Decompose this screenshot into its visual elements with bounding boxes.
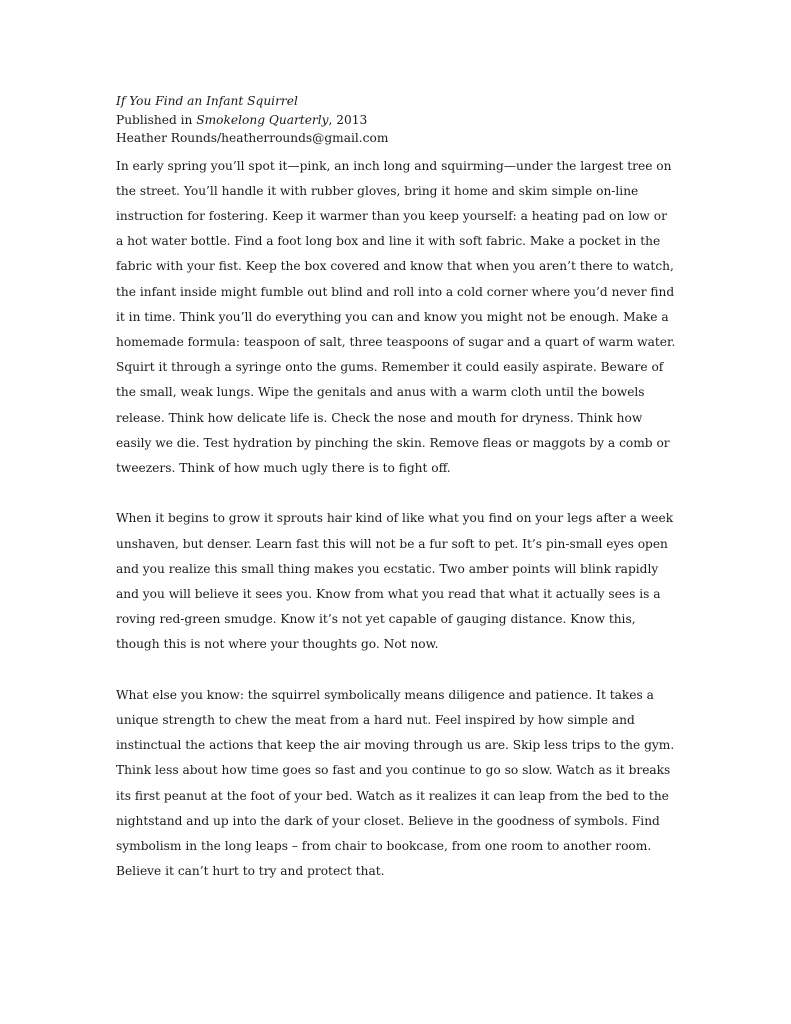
- author-contact: Heather Rounds/heatherrounds@gmail.com: [116, 131, 389, 145]
- story-title: If You Find an Infant Squirrel: [116, 94, 298, 108]
- paragraph-3: What else you know: the squirrel symbolically means diligence and patience. It takes a unique strength to chew the meat from a hard nut. Feel inspired by how simple and instinctual the actions that keep the air moving through us are. Skip less trips to the gym. Think less about how time goes so fast and you continue to go so slow. Watch as it breaks its first peanut at the foot of your bed. Watch as it realizes it can leap from the bed to the nightstand and up into the dark of your closet. Believe in the goodness of symbols. Find symbolism in the long leaps – from chair to bookcase, from one room to another room. Believe it can’t hurt to try and protect that.: [116, 687, 675, 879]
- published-suffix: , 2013: [328, 112, 368, 127]
- publication-name: Smokelong Quarterly: [196, 112, 329, 127]
- publication-line: [116, 111, 676, 130]
- paragraph-2: When it begins to grow it sprouts hair kind of like what you find on your legs after a week unshaven, but denser. Learn fast this will not be a fur soft to pet. It’s pin-small eyes open and you realize this small thing makes you ecstatic. Two amber points will blink rapidly and you will believe it sees you. Know from what you read that what it actually sees is a roving red-green smudge. Know it’s not yet capable of gauging distance. Know this, though this is not where your thoughts go. Not now.: [116, 511, 674, 652]
- published-prefix: Published in: [116, 112, 197, 127]
- story-body: [116, 154, 676, 885]
- document-header: [116, 92, 676, 148]
- document-page: [116, 92, 676, 910]
- paragraph-1: In early spring you’ll spot it—pink, an inch long and squirming—under the largest tree on the street. You’ll handle it with rubber gloves, bring it home and skim simple on-line instruction for fostering. Keep it warmer than you keep yourself: a heating pad on low or a hot water bottle. Find a foot long box and line it with soft fabric. Make a pocket in the fabric with your fist. Keep the box covered and know that when you aren’t there to watch, the infant inside might fumble out blind and roll into a cold corner where you’d never find it in time. Think you’ll do everything you can and know you might not be enough. Make a homemade formula: teaspoon of salt, three teaspoons of sugar and a quart of warm water. Squirt it through a syringe onto the gums. Remember it could easily aspirate. Beware of the small, weak lungs. Wipe the genitals and anus with a warm cloth until the bowels release. Think how delicate life is. Check the nose and mouth for dryness. Think how easily we die. Test hydration by pinching the skin. Remove fleas or maggots by a comb or tweezers. Think of how much ugly there is to fight off.: [116, 158, 676, 475]
